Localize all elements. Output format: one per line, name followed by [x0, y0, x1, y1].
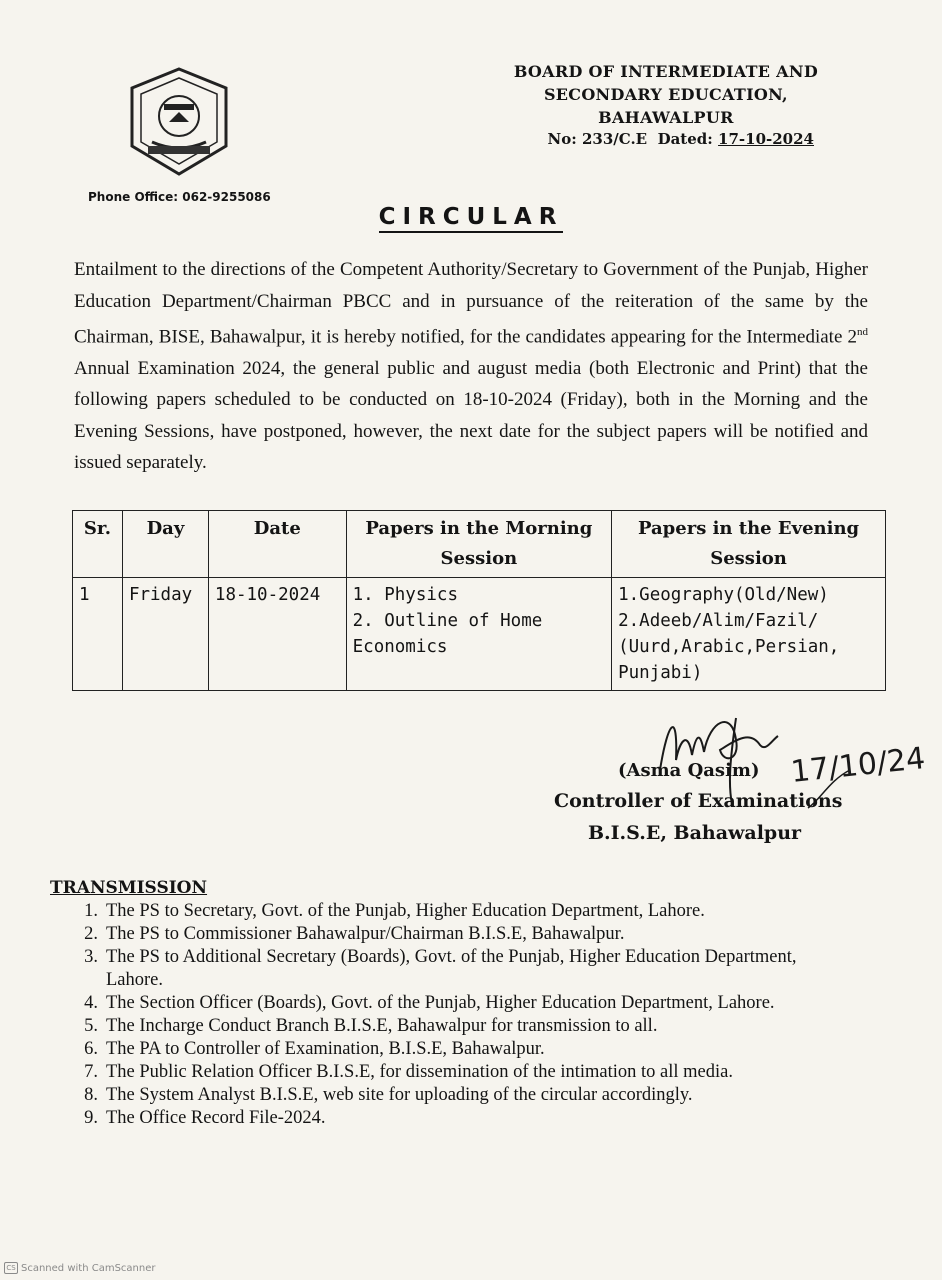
dated-label: Dated: — [657, 130, 713, 148]
list-item: 3. The PS to Additional Secretary (Boards), Govt. of the Punjab, Higher Education Department, Lahore. — [84, 947, 797, 990]
table-header-row — [73, 511, 886, 578]
list-item: 1. The PS to Secretary, Govt. of the Punjab, Higher Education Department, Lahore. — [84, 901, 705, 921]
evening-paper-line: (Uurd,Arabic,Persian, — [618, 637, 840, 657]
signatory-designation: Controller of Examinations — [554, 790, 843, 812]
watermark-text: Scanned with CamScanner — [21, 1262, 156, 1274]
transmission-heading: TRANSMISSION — [50, 878, 208, 898]
morning-paper-line: 2. Outline of Home — [352, 611, 543, 631]
header-date: Date — [208, 511, 346, 578]
handwritten-date: 17/10/24 — [789, 741, 927, 790]
list-item: 5. The Incharge Conduct Branch B.I.S.E, Bahawalpur for transmission to all. — [84, 1016, 658, 1036]
header-sr: Sr. — [73, 511, 123, 578]
table-row — [73, 578, 886, 691]
board-emblem-icon — [126, 66, 232, 178]
phone-office: Phone Office: 062-9255086 — [88, 190, 271, 204]
org-line-2: SECONDARY EDUCATION, — [543, 85, 788, 104]
camscanner-icon: CS — [4, 1262, 18, 1274]
morning-paper-line: Economics — [352, 637, 448, 657]
postponed-papers-table — [72, 510, 886, 691]
title-text: CIRCULAR — [379, 204, 564, 233]
morning-paper-line: 1. Physics — [352, 585, 458, 605]
cell-morning — [346, 578, 611, 691]
issuing-board — [514, 60, 818, 129]
body-part-2: Annual Examination 2024, the general public and august media (both Electronic and Print) that the following papers scheduled to be conducted on 18-10-2024 (Friday), both in the Morning and the Evening Sessions, have postponed, however, the next date for the subject papers will be notified and issued separately. — [74, 357, 868, 474]
evening-paper-line: Punjabi) — [618, 663, 703, 683]
ordinal-suffix: nd — [857, 326, 868, 338]
cell-day: Friday — [122, 578, 208, 691]
signatory-organization: B.I.S.E, Bahawalpur — [588, 822, 802, 844]
reference-number: No: 233/C.E — [547, 130, 648, 148]
signatory-name: (Asma Qasim) — [618, 760, 760, 781]
evening-paper-line: 2.Adeeb/Alim/Fazil/ — [618, 611, 819, 631]
list-item: 4. The Section Officer (Boards), Govt. of the Punjab, Higher Education Department, Lahore. — [84, 993, 775, 1013]
list-item: 7. The Public Relation Officer B.I.S.E, for dissemination of the intimation to all media. — [84, 1062, 733, 1082]
cell-evening — [612, 578, 886, 691]
body-part-1: Entailment to the directions of the Competent Authority/Secretary to Government of the Punjab, Higher Education Department/Chairman PBCC and in pursuance of the reiteration of the same by the Chairman, BISE, Bahawalpur, it is hereby notified, for the candidates appearing for the Intermediate 2 — [74, 259, 868, 348]
list-item: 8. The System Analyst B.I.S.E, web site for uploading of the circular accordingly. — [84, 1085, 693, 1105]
list-item: 6. The PA to Controller of Examination, B.I.S.E, Bahawalpur. — [84, 1039, 545, 1059]
header-day: Day — [122, 511, 208, 578]
reference-line — [548, 130, 814, 148]
scanner-watermark — [4, 1262, 156, 1274]
cell-sr: 1 — [73, 578, 123, 691]
circular-body — [74, 254, 868, 479]
org-line-1: BOARD OF INTERMEDIATE AND — [513, 62, 818, 81]
list-item: 9. The Office Record File-2024. — [84, 1108, 326, 1128]
header-morning: Papers in the Morning Session — [346, 511, 611, 578]
header-evening: Papers in the Evening Session — [612, 511, 886, 578]
list-item: 2. The PS to Commissioner Bahawalpur/Chairman B.I.S.E, Bahawalpur. — [84, 924, 625, 944]
transmission-list — [64, 900, 854, 1130]
cell-date: 18-10-2024 — [208, 578, 346, 691]
org-line-3: BAHAWALPUR — [598, 108, 734, 127]
circular-date: 17-10-2024 — [718, 130, 814, 148]
page-title — [0, 204, 942, 230]
evening-paper-line: 1.Geography(Old/New) — [618, 585, 829, 605]
